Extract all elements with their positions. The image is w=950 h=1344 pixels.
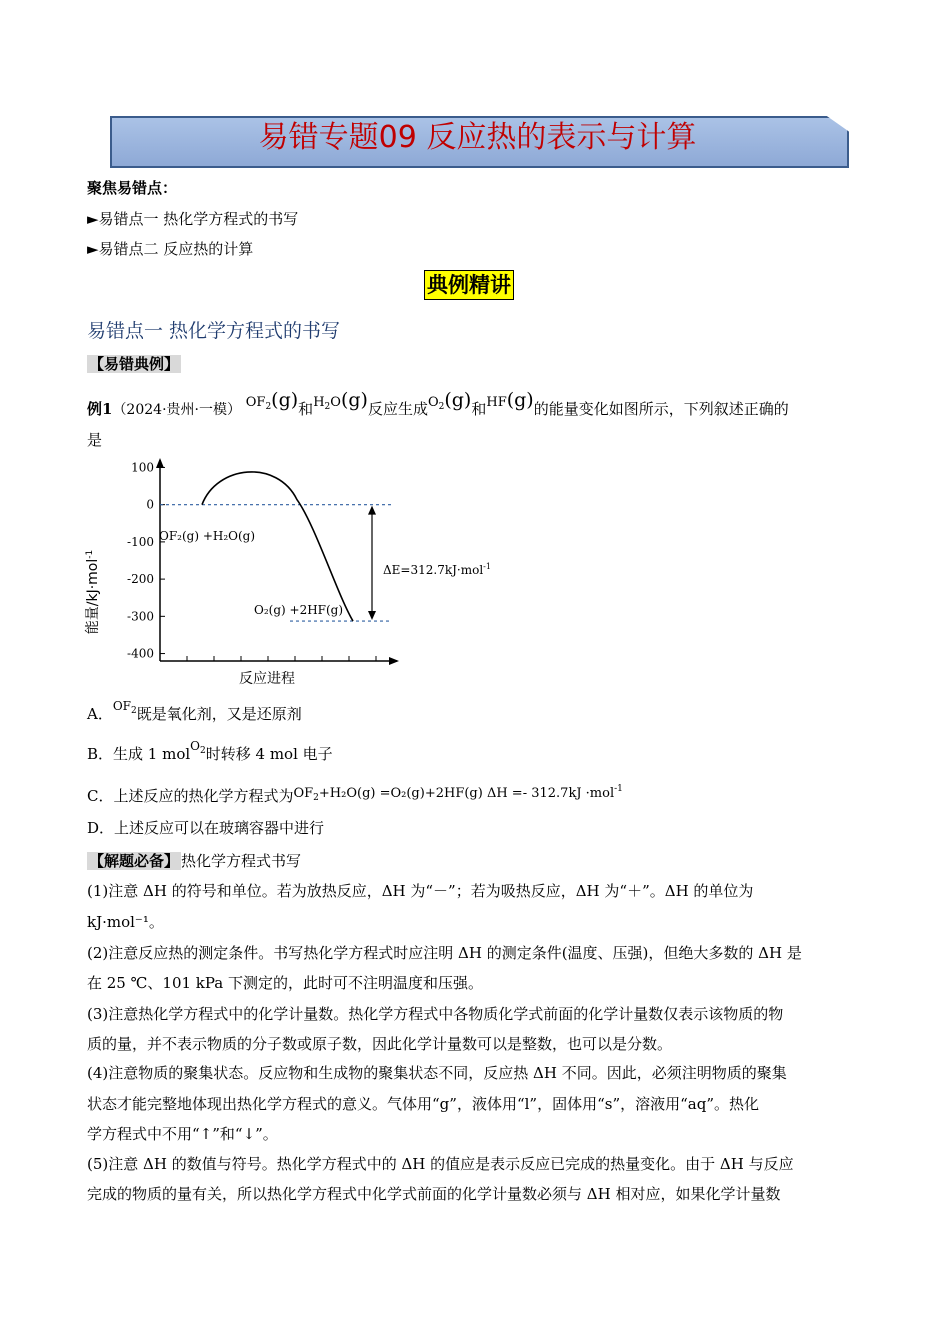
species-o2: $O_2(g)$	[427, 389, 472, 412]
solve-line: 状态才能完整地体现出热化学方程式的意义。气体用“g”，液体用“l”，固体用“s”，溶液用“aq”。热化	[87, 1095, 759, 1113]
option-d: D．上述反应可以在玻璃容器中进行	[87, 819, 325, 837]
solve-tag: 【解题必备】	[89, 852, 180, 870]
y-axis-arrow	[156, 458, 164, 468]
solve-line: (5)注意 ΔH 的数值与符号。热化学方程式中的 ΔH 的值应是表示反应已完成的热量变化。由于 ΔH 与反应	[87, 1155, 794, 1173]
products-label: O₂(g) +2HF(g)	[254, 603, 344, 617]
option-b: B．生成 1 mol$^{O_2}$时转移 4 mol 电子	[87, 739, 333, 763]
energy-diagram	[87, 452, 507, 692]
option-a: A．$^{OF_2}$既是氧化剂，又是还原剂	[87, 699, 302, 723]
solve-title: 热化学方程式书写	[181, 852, 302, 870]
y-tick-label: -100	[127, 534, 154, 549]
species-hf: HF(g)	[486, 389, 534, 411]
solve-line: kJ·mol⁻¹。	[87, 913, 164, 931]
x-axis-label: 反应进程	[239, 671, 295, 687]
section-title: 易错点一 热化学方程式的书写	[87, 320, 341, 342]
focus-point-2: ►易错点二 反应热的计算	[87, 240, 254, 258]
text-stem-end: 的能量变化如图所示，下列叙述正确的	[533, 400, 789, 418]
y-tick-label: 0	[146, 497, 154, 512]
x-axis-arrow	[389, 657, 399, 665]
reactants-label: OF₂(g) +H₂O(g)	[159, 529, 256, 543]
y-tick-label: -300	[127, 609, 154, 624]
solve-line: 完成的物质的量有关，所以热化学方程式中化学式前面的化学计量数必须与 ΔH 相对应，如果化学计量数	[87, 1185, 781, 1203]
solve-line: (3)注意热化学方程式中的化学计量数。热化学方程式中各物质化学式前面的化学计量数仅表示该物质的物	[87, 1005, 784, 1023]
species-of2: $OF_2(g)$	[245, 389, 299, 412]
solve-header	[87, 850, 301, 871]
y-axis-label: 能量/kJ·mol$^{-1}$	[85, 549, 101, 635]
solve-line: (2)注意反应热的测定条件。书写热化学方程式时应注明 ΔH 的测定条件(温度、压强)，但绝大多数的 ΔH 是	[87, 944, 802, 962]
focus-label: 聚焦易错点：	[87, 179, 178, 197]
option-c: C．上述反应的热化学方程式为$OF_2+H_2O(g) =O_2(g)+2HF(g) \Delta H =- 312.7kJ \cdot mol^{-1}$	[87, 784, 623, 805]
delta-e-arrow-head-bottom	[368, 611, 376, 620]
text-and-1: 和	[298, 400, 314, 418]
example-stem-line2: 是	[87, 431, 103, 449]
species-h2o: $H_2O(g)$	[313, 389, 368, 412]
delta-e-arrow-head-top	[368, 506, 376, 515]
text-react: 反应生成	[367, 400, 428, 418]
delta-e-label: ΔE=312.7kJ·mol$^{-1}$	[383, 562, 491, 577]
y-tick-label: 100	[131, 460, 154, 475]
page-title: 易错专题09 反应热的表示与计算	[258, 120, 697, 155]
example-tag-wrap	[87, 353, 181, 374]
solve-line: 学方程式中不用“↑”和“↓”。	[87, 1125, 278, 1143]
focus-point-1: ►易错点一 热化学方程式的书写	[87, 210, 299, 228]
solve-line: (4)注意物质的聚集状态。反应物和生成物的聚集状态不同，反应热 ΔH 不同。因此，必须注明物质的聚集	[87, 1064, 787, 1082]
y-tick-label: -400	[127, 646, 154, 661]
example-source: （2024·贵州·一模）	[112, 402, 241, 418]
solve-line: 在 25 ℃、101 kPa 下测定的，此时可不注明温度和压强。	[87, 974, 484, 992]
text-and-2: 和	[471, 400, 487, 418]
example-label: 例1	[87, 400, 113, 418]
solve-line: 质的量，并不表示物质的分子数或原子数，因此化学计量数可以是整数，也可以是分数。	[87, 1035, 673, 1053]
example-stem	[87, 389, 789, 420]
solve-line: (1)注意 ΔH 的符号和单位。若为放热反应，ΔH 为“－”；若为吸热反应，ΔH 为“＋”。ΔH 的单位为	[87, 882, 754, 900]
y-tick-label: -200	[127, 572, 154, 587]
highlight-heading: 典例精讲	[424, 270, 514, 300]
energy-curve	[202, 472, 353, 621]
example-tag: 【易错典例】	[89, 355, 180, 373]
